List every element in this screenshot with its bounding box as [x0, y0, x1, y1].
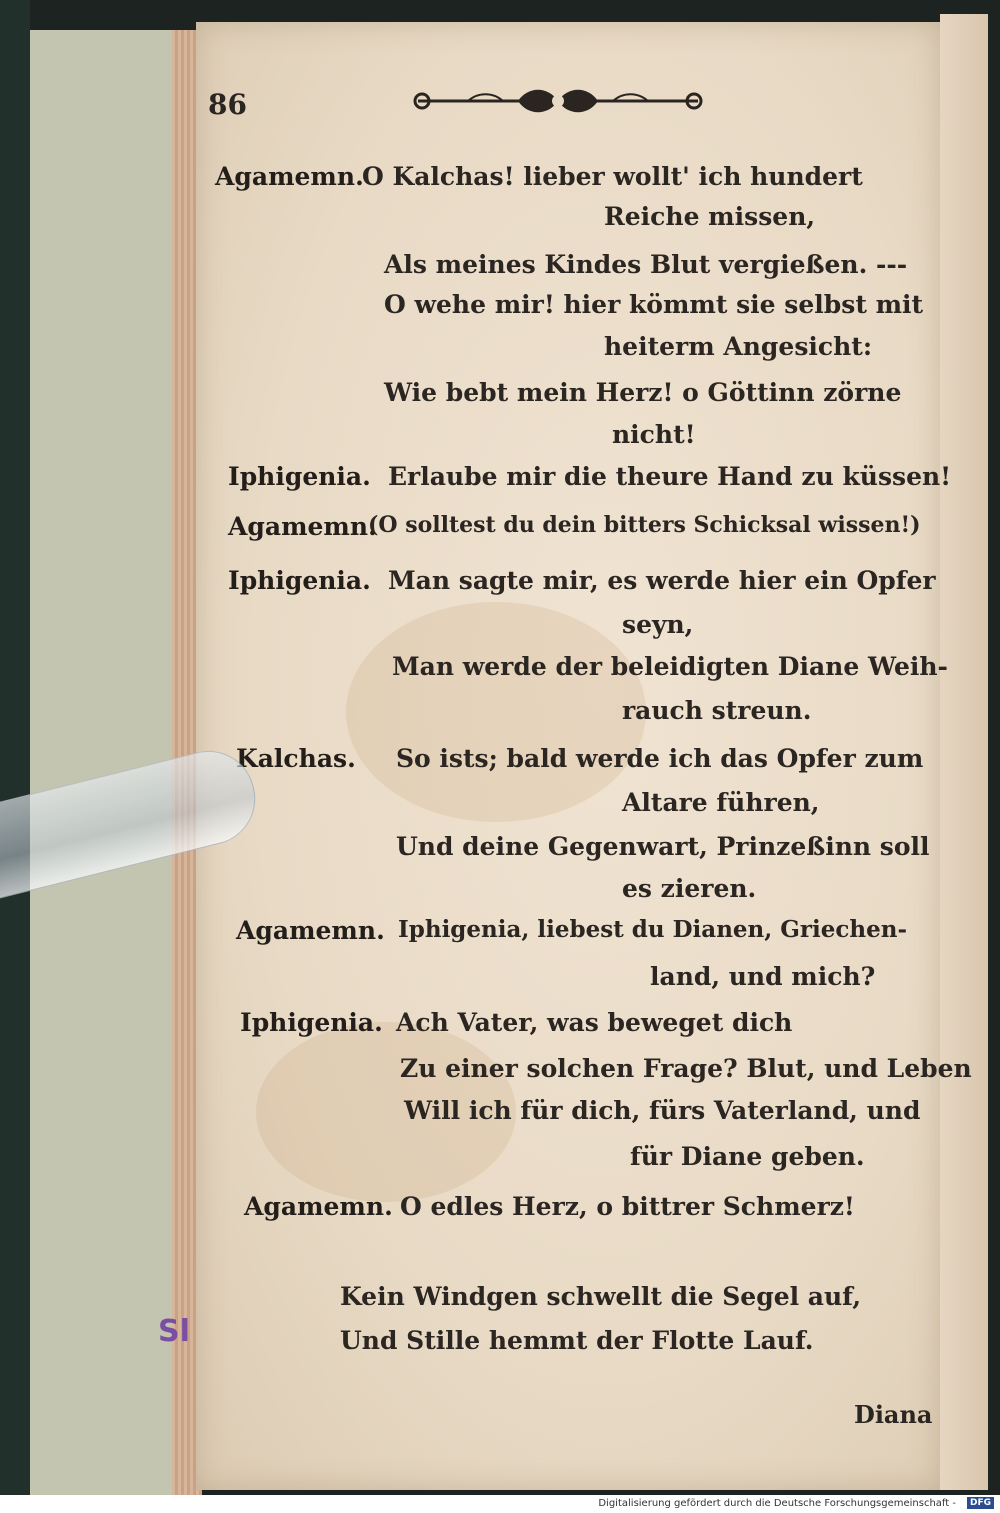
verse-line: Und Stille hemmt der Flotte Lauf. — [340, 1326, 814, 1355]
verse-line: für Diane geben. — [630, 1142, 865, 1171]
dfg-logo: DFG — [967, 1497, 994, 1509]
verse-line: Man sagte mir, es werde hier ein Opfer — [388, 566, 936, 595]
speaker-label: Iphigenia. — [228, 462, 371, 491]
verse-line: O edles Herz, o bittrer Schmerz! — [400, 1192, 855, 1221]
verse-line: O wehe mir! hier kömmt sie selbst mit — [384, 290, 924, 319]
ornament-icon — [408, 84, 708, 118]
verse-line: Reiche missen, — [604, 202, 816, 231]
page-number: 86 — [208, 88, 247, 121]
verse-line: O Kalchas! lieber wollt' ich hundert — [362, 162, 863, 191]
catchword: Diana — [854, 1400, 933, 1429]
verse-line: rauch streun. — [622, 696, 812, 725]
page-right-margin — [940, 14, 988, 1490]
speaker-label: Agamemn. — [236, 916, 385, 945]
footer-credit: Digitalisierung gefördert durch die Deutsche Forschungsgemeinschaft - — [598, 1498, 956, 1509]
speaker-label: Agamemn. — [228, 512, 377, 541]
speaker-label: Agamemn. — [244, 1192, 393, 1221]
verse-line: Wie bebt mein Herz! o Göttinn zörne — [384, 378, 902, 407]
library-stamp: Sl — [158, 1314, 190, 1349]
verse-line: Als meines Kindes Blut vergießen. --- — [384, 250, 908, 279]
speaker-label: Iphigenia. — [228, 566, 371, 595]
verse-line: Zu einer solchen Frage? Blut, und Leben — [400, 1054, 972, 1083]
speaker-label: Iphigenia. — [240, 1008, 383, 1037]
verse-line: Altare führen, — [622, 788, 820, 817]
verse-line: land, und mich? — [650, 962, 876, 991]
page-stain — [346, 602, 646, 822]
verse-line: Kein Windgen schwellt die Segel auf, — [340, 1282, 862, 1311]
verse-line: seyn, — [622, 610, 694, 639]
verse-line: Erlaube mir die theure Hand zu küssen! — [388, 462, 952, 491]
verse-line: (O solltest du dein bitters Schicksal wissen!) — [368, 512, 921, 538]
verse-line: Iphigenia, liebest du Dianen, Griechen- — [398, 916, 908, 943]
verse-line: Und deine Gegenwart, Prinzeßinn soll — [396, 832, 930, 861]
speaker-label: Agamemn. — [215, 162, 364, 191]
verse-line: Ach Vater, was beweget dich — [396, 1008, 793, 1037]
verse-line: nicht! — [612, 420, 696, 449]
verse-line: Man werde der beleidigten Diane Weih- — [392, 652, 948, 681]
background-left — [0, 0, 30, 1513]
verse-line: heiterm Angesicht: — [604, 332, 873, 361]
speaker-label: Kalchas. — [236, 744, 356, 773]
verse-line: Will ich für dich, fürs Vaterland, und — [404, 1096, 921, 1125]
verse-line: So ists; bald werde ich das Opfer zum — [396, 744, 924, 773]
verse-line: es zieren. — [622, 874, 757, 903]
